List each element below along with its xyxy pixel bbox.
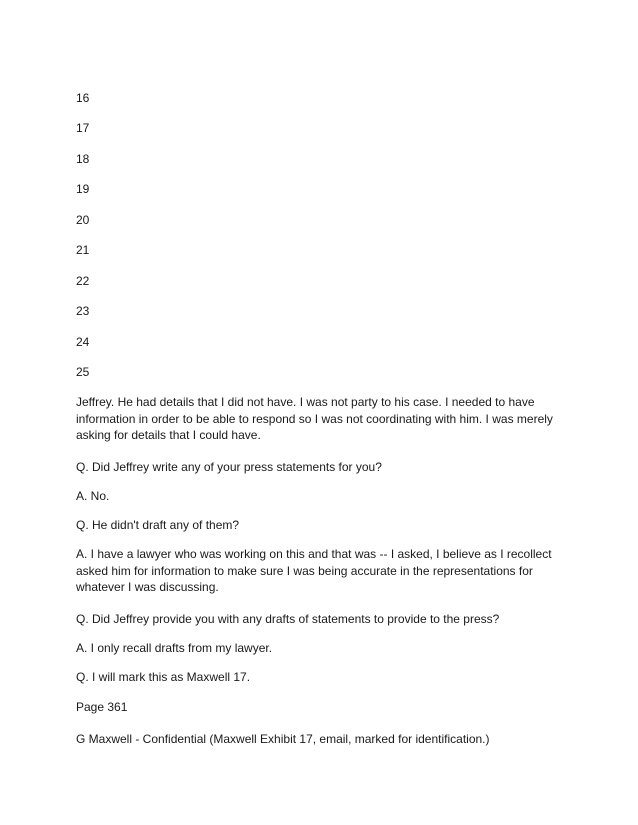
exhibit-note: G Maxwell - Confidential (Maxwell Exhibit 17, email, marked for identification.) [76, 732, 490, 746]
line-number-17: 17 [76, 121, 90, 135]
transcript-answer: A. I have a lawyer who was working on this and that was -- I asked, I believe as I recollect asked him for information to make sure I was being accurate in the representations for whatever I was discussing. [76, 547, 552, 594]
line-number-22: 22 [76, 274, 90, 288]
line-number-25: 25 [76, 365, 90, 379]
line-number-24: 24 [76, 335, 90, 349]
page-reference: Page 361 [76, 700, 128, 714]
line-number-19: 19 [76, 182, 90, 196]
line-number-18: 18 [76, 152, 90, 166]
transcript-question: Q. He didn't draft any of them? [76, 518, 240, 532]
transcript-question: Q. Did Jeffrey write any of your press statements for you? [76, 460, 382, 474]
transcript-question: Q. Did Jeffrey provide you with any drafts of statements to provide to the press? [76, 612, 500, 626]
transcript-answer: A. No. [76, 489, 110, 503]
line-number-16: 16 [76, 91, 90, 105]
line-number-21: 21 [76, 243, 90, 257]
line-number-23: 23 [76, 304, 90, 318]
line-number-20: 20 [76, 213, 90, 227]
transcript-question: Q. I will mark this as Maxwell 17. [76, 670, 251, 684]
transcript-paragraph-continuation: Jeffrey. He had details that I did not have. I was not party to his case. I needed to have information in order to be able to respond so I was not coordinating with him. I was merely asking for details that I could have. [76, 395, 553, 442]
transcript-answer: A. I only recall drafts from my lawyer. [76, 641, 273, 655]
